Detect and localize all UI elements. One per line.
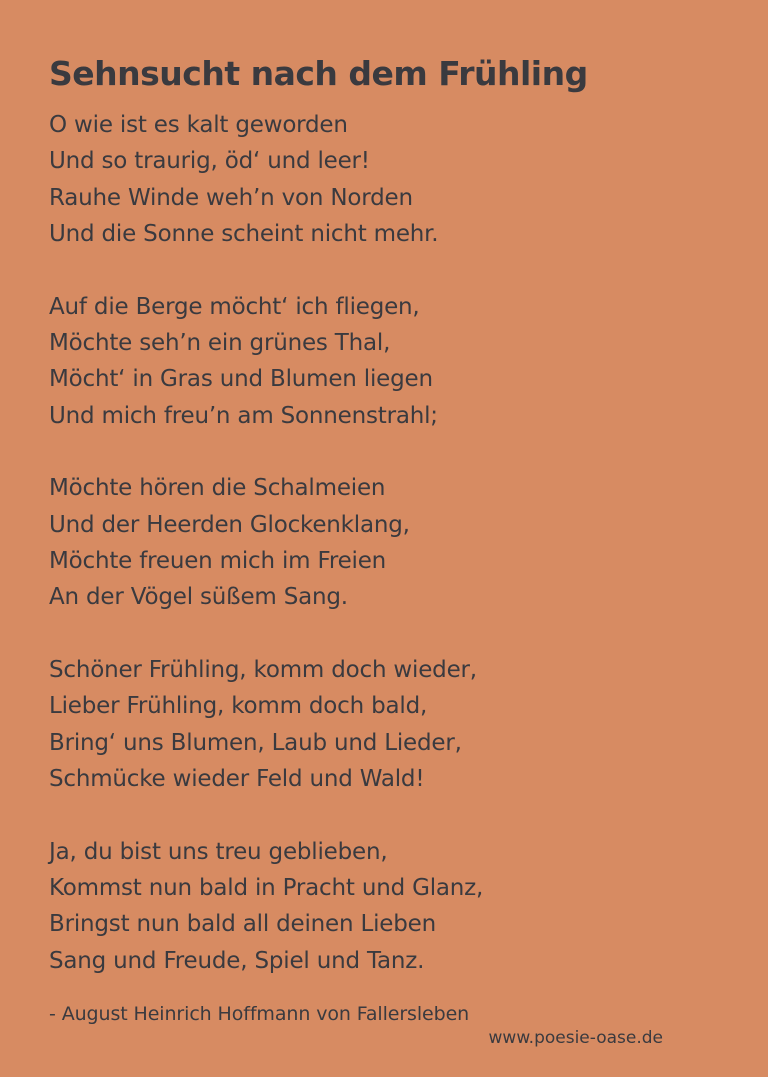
stanza-1 [49, 107, 729, 253]
stanza-3 [49, 470, 729, 616]
stanza-4 [49, 652, 729, 798]
poem-body [49, 107, 729, 1015]
poem-line: Lieber Frühling, komm doch bald, [49, 693, 428, 720]
poem-line: Möchte seh’n ein grünes Thal, [49, 330, 391, 357]
poem-line: Und der Heerden Glockenklang, [49, 511, 410, 538]
poem-line: Ja, du bist uns treu geblieben, [49, 838, 388, 865]
website-credit: www.poesie-oase.de [488, 1028, 663, 1048]
poem-line: Bringst nun bald all deinen Lieben [49, 911, 436, 938]
poem-line: Möchte freuen mich im Freien [49, 548, 387, 575]
poem-author: - August Heinrich Hoffmann von Fallersleben [49, 1003, 470, 1025]
poem-line: Kommst nun bald in Pracht und Glanz, [49, 874, 484, 901]
poem-line: Und mich freu’n am Sonnenstrahl; [49, 402, 438, 429]
poem-line: Und die Sonne scheint nicht mehr. [49, 221, 439, 248]
poem-line: Schmücke wieder Feld und Wald! [49, 766, 425, 793]
poem-line: Und so traurig, öd‘ und leer! [49, 148, 370, 175]
poem-line: Schöner Frühling, komm doch wieder, [49, 656, 477, 683]
poem-line: O wie ist es kalt geworden [49, 112, 348, 138]
poem-line: Möcht‘ in Gras und Blumen liegen [49, 366, 433, 393]
poem-line: Sang und Freude, Spiel und Tanz. [49, 947, 425, 974]
poem-title: Sehnsucht nach dem Frühling [49, 54, 588, 93]
poem-line: Rauhe Winde weh’n von Norden [49, 184, 413, 211]
stanza-5 [49, 834, 729, 980]
poem-line: Auf die Berge möcht‘ ich fliegen, [49, 293, 420, 320]
poem-line: An der Vögel süßem Sang. [49, 584, 348, 611]
poem-line: Möchte hören die Schalmeien [49, 475, 386, 502]
poem-line: Bring‘ uns Blumen, Laub und Lieder, [49, 729, 462, 756]
stanza-2 [49, 289, 729, 435]
